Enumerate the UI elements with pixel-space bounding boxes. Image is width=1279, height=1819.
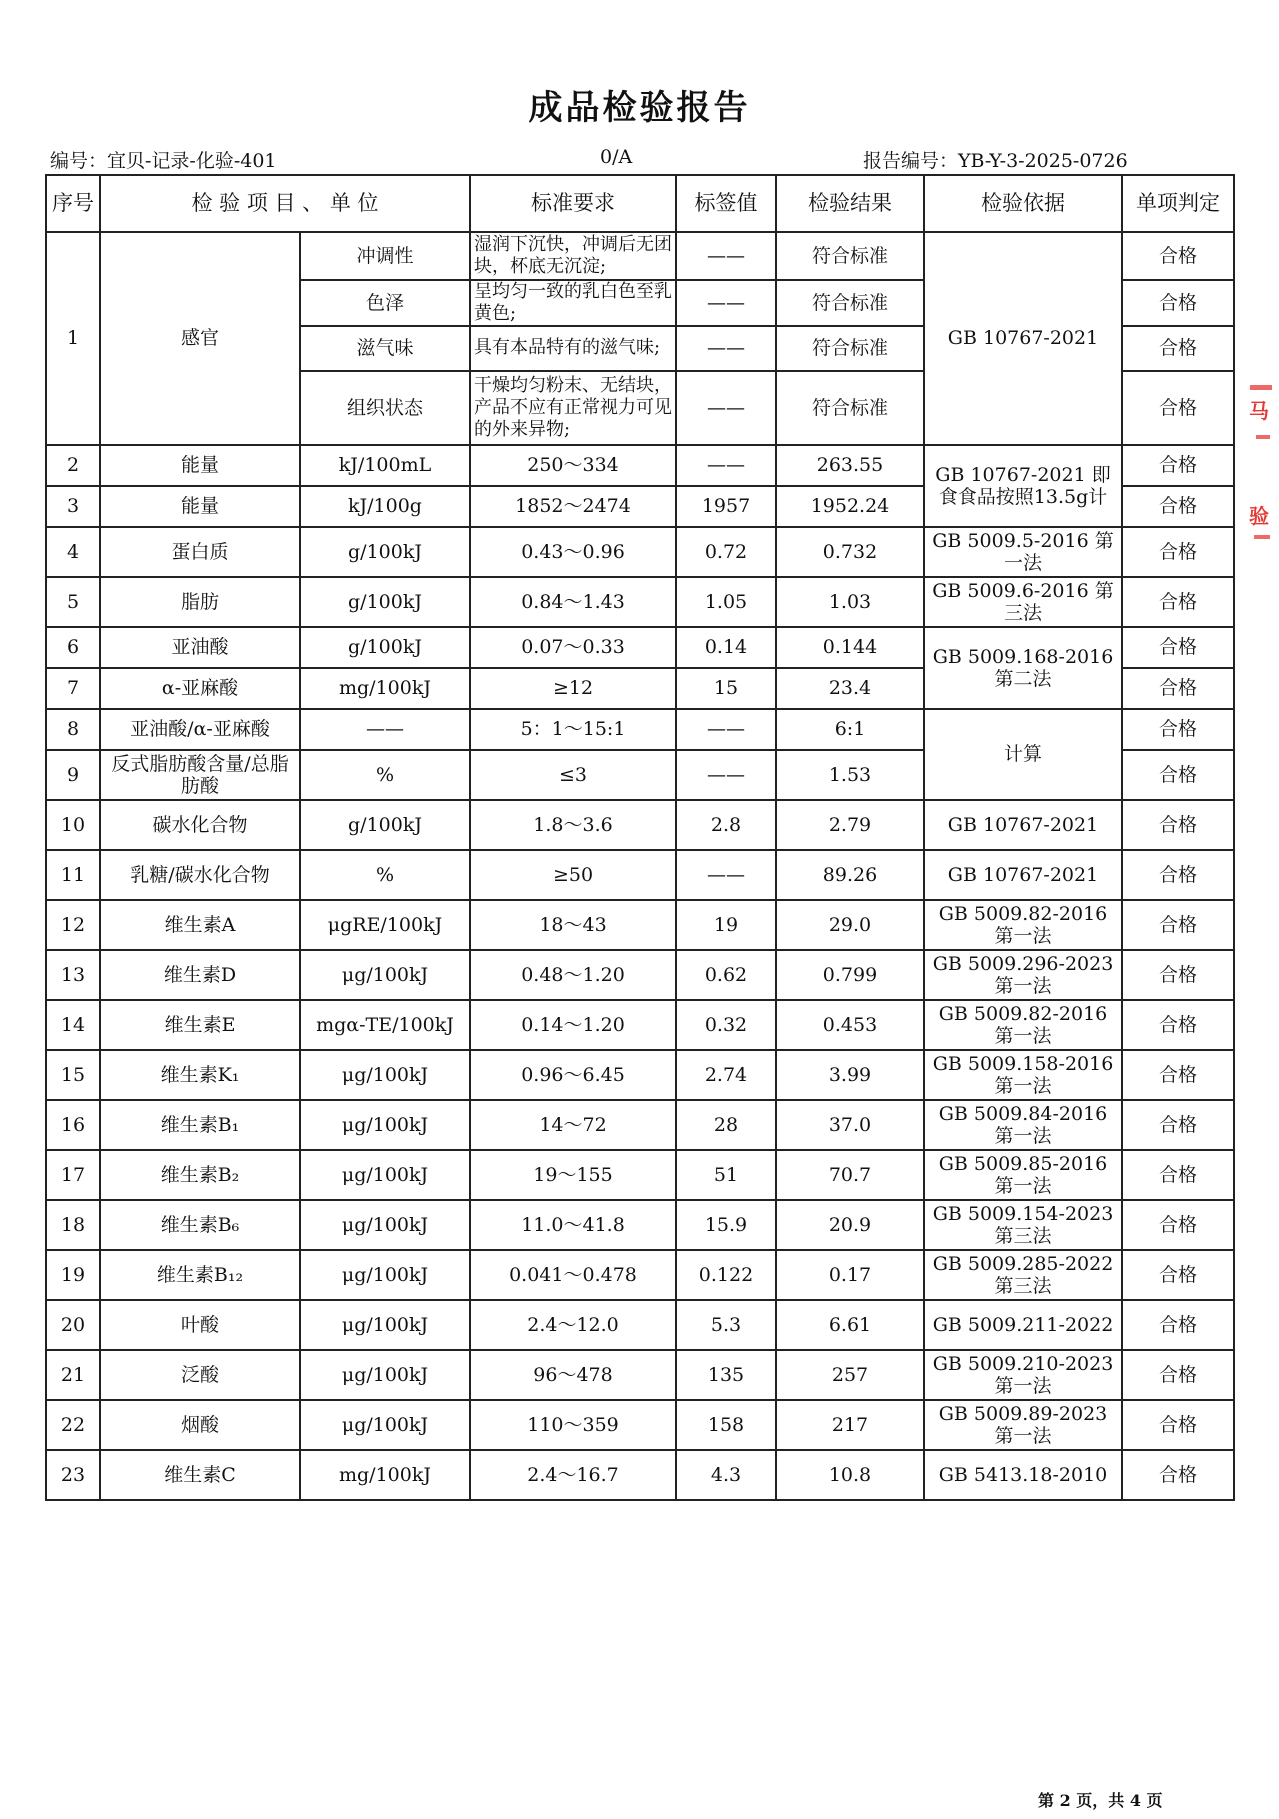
- row-number: 9: [46, 750, 100, 800]
- test-result: 1.03: [776, 577, 924, 627]
- table-row: [46, 950, 1234, 1000]
- table-row: [46, 900, 1234, 950]
- table-row: [46, 232, 1234, 280]
- row-number: 3: [46, 486, 100, 527]
- standard-requirement: 0.43～0.96: [470, 527, 676, 577]
- test-basis: GB 5009.296-2023 第一法: [924, 950, 1122, 1000]
- item-name: 维生素B₂: [100, 1150, 300, 1200]
- unit: μg/100kJ: [300, 1350, 470, 1400]
- test-basis: GB 5009.211-2022: [924, 1300, 1122, 1350]
- row-number: 11: [46, 850, 100, 900]
- table-body: [46, 232, 1234, 1500]
- standard-requirement: 19～155: [470, 1150, 676, 1200]
- table-row: [46, 577, 1234, 627]
- item-name: 维生素A: [100, 900, 300, 950]
- item-name: 维生素E: [100, 1000, 300, 1050]
- test-result: 23.4: [776, 668, 924, 709]
- unit: g/100kJ: [300, 527, 470, 577]
- verdict: 合格: [1122, 1250, 1234, 1300]
- test-result: 20.9: [776, 1200, 924, 1250]
- unit: g/100kJ: [300, 800, 470, 850]
- test-basis: GB 10767-2021: [924, 850, 1122, 900]
- report-number: 报告编号：YB-Y-3-2025-0726: [863, 150, 1128, 172]
- unit: μg/100kJ: [300, 1250, 470, 1300]
- test-basis: GB 5009.82-2016 第一法: [924, 1000, 1122, 1050]
- test-basis: GB 5413.18-2010: [924, 1450, 1122, 1500]
- item-name: 维生素B₁₂: [100, 1250, 300, 1300]
- test-basis: GB 5009.5-2016 第一法: [924, 527, 1122, 577]
- row-number: 16: [46, 1100, 100, 1150]
- unit: μg/100kJ: [300, 950, 470, 1000]
- unit: g/100kJ: [300, 577, 470, 627]
- table-row: [46, 1000, 1234, 1050]
- row-number: 10: [46, 800, 100, 850]
- verdict: 合格: [1122, 577, 1234, 627]
- test-result: 3.99: [776, 1050, 924, 1100]
- verdict: 合格: [1122, 750, 1234, 800]
- table-row: [46, 709, 1234, 750]
- label-value: 4.3: [676, 1450, 776, 1500]
- sub-item-name: 滋气味: [300, 326, 470, 371]
- table-row: [46, 800, 1234, 850]
- table-row: [46, 850, 1234, 900]
- item-name: 碳水化合物: [100, 800, 300, 850]
- row-number: 19: [46, 1250, 100, 1300]
- label-value: 19: [676, 900, 776, 950]
- label-value: 0.32: [676, 1000, 776, 1050]
- standard-requirement: 0.48～1.20: [470, 950, 676, 1000]
- row-number: 6: [46, 627, 100, 668]
- item-name: α-亚麻酸: [100, 668, 300, 709]
- row-number: 13: [46, 950, 100, 1000]
- test-result: 1.53: [776, 750, 924, 800]
- col-header-requirement: 标准要求: [470, 175, 676, 232]
- verdict: 合格: [1122, 850, 1234, 900]
- test-result: 符合标准: [776, 232, 924, 280]
- item-name: 叶酸: [100, 1300, 300, 1350]
- verdict: 合格: [1122, 1300, 1234, 1350]
- item-name: 烟酸: [100, 1400, 300, 1450]
- standard-requirement: 2.4～12.0: [470, 1300, 676, 1350]
- label-value: 0.14: [676, 627, 776, 668]
- test-basis: GB 10767-2021: [924, 800, 1122, 850]
- unit: μgRE/100kJ: [300, 900, 470, 950]
- test-result: 29.0: [776, 900, 924, 950]
- verdict: 合格: [1122, 800, 1234, 850]
- standard-requirement: 0.14～1.20: [470, 1000, 676, 1050]
- unit: %: [300, 850, 470, 900]
- test-basis: GB 5009.6-2016 第三法: [924, 577, 1122, 627]
- verdict: 合格: [1122, 326, 1234, 371]
- item-name: 感官: [100, 232, 300, 445]
- test-basis: 计算: [924, 709, 1122, 800]
- standard-requirement: 具有本品特有的滋气味;: [470, 326, 676, 371]
- test-result: 1952.24: [776, 486, 924, 527]
- test-result: 0.732: [776, 527, 924, 577]
- test-result: 2.79: [776, 800, 924, 850]
- row-number: 1: [46, 232, 100, 445]
- label-value: 28: [676, 1100, 776, 1150]
- unit: mgα-TE/100kJ: [300, 1000, 470, 1050]
- table-row: [46, 1150, 1234, 1200]
- row-number: 7: [46, 668, 100, 709]
- test-result: 37.0: [776, 1100, 924, 1150]
- label-value: 51: [676, 1150, 776, 1200]
- test-basis: GB 5009.158-2016 第一法: [924, 1050, 1122, 1100]
- col-header-verdict: 单项判定: [1122, 175, 1234, 232]
- item-name: 亚油酸: [100, 627, 300, 668]
- page-number: 第 2 页，共 4 页: [1038, 1791, 1163, 1810]
- verdict: 合格: [1122, 1000, 1234, 1050]
- table-row: [46, 1050, 1234, 1100]
- label-value: ——: [676, 850, 776, 900]
- label-value: ——: [676, 445, 776, 486]
- row-number: 18: [46, 1200, 100, 1250]
- item-name: 泛酸: [100, 1350, 300, 1400]
- test-result: 217: [776, 1400, 924, 1450]
- test-result: 263.55: [776, 445, 924, 486]
- test-result: 符合标准: [776, 280, 924, 326]
- test-basis: GB 5009.168-2016 第二法: [924, 627, 1122, 709]
- test-basis: GB 5009.154-2023 第三法: [924, 1200, 1122, 1250]
- row-number: 21: [46, 1350, 100, 1400]
- verdict: 合格: [1122, 1400, 1234, 1450]
- unit: kJ/100g: [300, 486, 470, 527]
- item-name: 维生素D: [100, 950, 300, 1000]
- test-result: 6.61: [776, 1300, 924, 1350]
- header-row: [46, 175, 1234, 232]
- label-value: 15.9: [676, 1200, 776, 1250]
- standard-requirement: 湿润下沉快，冲调后无团块，杯底无沉淀;: [470, 232, 676, 280]
- table-row: [46, 1300, 1234, 1350]
- verdict: 合格: [1122, 371, 1234, 445]
- row-number: 8: [46, 709, 100, 750]
- table-row: [46, 1250, 1234, 1300]
- standard-requirement: 呈均匀一致的乳白色至乳黄色;: [470, 280, 676, 326]
- unit: mg/100kJ: [300, 1450, 470, 1500]
- label-value: 135: [676, 1350, 776, 1400]
- report-title: 成品检验报告: [528, 88, 751, 128]
- verdict: 合格: [1122, 1350, 1234, 1400]
- test-result: 89.26: [776, 850, 924, 900]
- unit: mg/100kJ: [300, 668, 470, 709]
- test-basis: GB 5009.210-2023 第一法: [924, 1350, 1122, 1400]
- test-result: 0.799: [776, 950, 924, 1000]
- test-basis: GB 5009.89-2023 第一法: [924, 1400, 1122, 1450]
- standard-requirement: 0.96～6.45: [470, 1050, 676, 1100]
- item-name: 亚油酸/α-亚麻酸: [100, 709, 300, 750]
- standard-requirement: 96～478: [470, 1350, 676, 1400]
- unit: ——: [300, 709, 470, 750]
- verdict: 合格: [1122, 232, 1234, 280]
- label-value: ——: [676, 709, 776, 750]
- test-result: 257: [776, 1350, 924, 1400]
- test-result: 0.144: [776, 627, 924, 668]
- label-value: 1957: [676, 486, 776, 527]
- test-basis: GB 5009.85-2016 第一法: [924, 1150, 1122, 1200]
- item-name: 维生素B₆: [100, 1200, 300, 1250]
- verdict: 合格: [1122, 1450, 1234, 1500]
- test-result: 6:1: [776, 709, 924, 750]
- item-name: 反式脂肪酸含量/总脂肪酸: [100, 750, 300, 800]
- unit: μg/100kJ: [300, 1050, 470, 1100]
- label-value: 2.8: [676, 800, 776, 850]
- test-result: 10.8: [776, 1450, 924, 1500]
- standard-requirement: 1852～2474: [470, 486, 676, 527]
- table-row: [46, 1100, 1234, 1150]
- standard-requirement: ≥50: [470, 850, 676, 900]
- table-row: [46, 1200, 1234, 1250]
- row-number: 20: [46, 1300, 100, 1350]
- item-name: 能量: [100, 486, 300, 527]
- table-row: [46, 527, 1234, 577]
- sub-item-name: 组织状态: [300, 371, 470, 445]
- verdict: 合格: [1122, 280, 1234, 326]
- standard-requirement: 1.8～3.6: [470, 800, 676, 850]
- verdict: 合格: [1122, 627, 1234, 668]
- verdict: 合格: [1122, 900, 1234, 950]
- standard-requirement: 110～359: [470, 1400, 676, 1450]
- label-value: 0.72: [676, 527, 776, 577]
- item-name: 维生素K₁: [100, 1050, 300, 1100]
- sub-item-name: 色泽: [300, 280, 470, 326]
- label-value: 0.122: [676, 1250, 776, 1300]
- row-number: 14: [46, 1000, 100, 1050]
- test-basis: GB 10767-2021 即食食品按照13.5g计: [924, 445, 1122, 527]
- verdict: 合格: [1122, 1150, 1234, 1200]
- standard-requirement: 0.041～0.478: [470, 1250, 676, 1300]
- verdict: 合格: [1122, 668, 1234, 709]
- test-basis: GB 5009.84-2016 第一法: [924, 1100, 1122, 1150]
- row-number: 2: [46, 445, 100, 486]
- row-number: 12: [46, 900, 100, 950]
- table-row: [46, 445, 1234, 486]
- row-number: 22: [46, 1400, 100, 1450]
- table-row: [46, 1350, 1234, 1400]
- label-value: ——: [676, 232, 776, 280]
- verdict: 合格: [1122, 950, 1234, 1000]
- unit: kJ/100mL: [300, 445, 470, 486]
- label-value: ——: [676, 326, 776, 371]
- item-name: 乳糖/碳水化合物: [100, 850, 300, 900]
- standard-requirement: 250～334: [470, 445, 676, 486]
- test-result: 0.17: [776, 1250, 924, 1300]
- test-result: 符合标准: [776, 326, 924, 371]
- unit: μg/100kJ: [300, 1100, 470, 1150]
- unit: μg/100kJ: [300, 1400, 470, 1450]
- row-number: 23: [46, 1450, 100, 1500]
- standard-requirement: 5：1～15:1: [470, 709, 676, 750]
- item-name: 脂肪: [100, 577, 300, 627]
- item-name: 蛋白质: [100, 527, 300, 577]
- col-header-label-value: 标签值: [676, 175, 776, 232]
- standard-requirement: 2.4～16.7: [470, 1450, 676, 1500]
- sub-item-name: 冲调性: [300, 232, 470, 280]
- unit: μg/100kJ: [300, 1200, 470, 1250]
- inspection-table: [45, 174, 1235, 1501]
- unit: μg/100kJ: [300, 1150, 470, 1200]
- item-name: 能量: [100, 445, 300, 486]
- verdict: 合格: [1122, 1200, 1234, 1250]
- col-header-item: 检 验 项 目 、 单 位: [100, 175, 470, 232]
- label-value: 2.74: [676, 1050, 776, 1100]
- standard-requirement: ≥12: [470, 668, 676, 709]
- test-basis: GB 5009.82-2016 第一法: [924, 900, 1122, 950]
- verdict: 合格: [1122, 1100, 1234, 1150]
- version-number: 0/A: [600, 146, 633, 168]
- standard-requirement: 11.0～41.8: [470, 1200, 676, 1250]
- test-result: 0.453: [776, 1000, 924, 1050]
- col-header-basis: 检验依据: [924, 175, 1122, 232]
- label-value: 1.05: [676, 577, 776, 627]
- record-number: 编号：宜贝-记录-化验-401: [50, 150, 277, 172]
- item-name: 维生素C: [100, 1450, 300, 1500]
- test-basis: GB 10767-2021: [924, 232, 1122, 445]
- red-seal-fragment: 马 验: [1248, 385, 1272, 575]
- label-value: ——: [676, 750, 776, 800]
- label-value: ——: [676, 371, 776, 445]
- test-result: 符合标准: [776, 371, 924, 445]
- label-value: ——: [676, 280, 776, 326]
- col-header-no: 序号: [46, 175, 100, 232]
- standard-requirement: 干燥均匀粉末、无结块，产品不应有正常视力可见的外来异物;: [470, 371, 676, 445]
- unit: %: [300, 750, 470, 800]
- test-result: 70.7: [776, 1150, 924, 1200]
- unit: g/100kJ: [300, 627, 470, 668]
- table-row: [46, 627, 1234, 668]
- verdict: 合格: [1122, 445, 1234, 486]
- verdict: 合格: [1122, 527, 1234, 577]
- col-header-result: 检验结果: [776, 175, 924, 232]
- row-number: 15: [46, 1050, 100, 1100]
- table-row: [46, 1400, 1234, 1450]
- item-name: 维生素B₁: [100, 1100, 300, 1150]
- standard-requirement: ≤3: [470, 750, 676, 800]
- label-value: 5.3: [676, 1300, 776, 1350]
- unit: μg/100kJ: [300, 1300, 470, 1350]
- label-value: 15: [676, 668, 776, 709]
- verdict: 合格: [1122, 1050, 1234, 1100]
- row-number: 5: [46, 577, 100, 627]
- label-value: 158: [676, 1400, 776, 1450]
- verdict: 合格: [1122, 486, 1234, 527]
- row-number: 4: [46, 527, 100, 577]
- standard-requirement: 0.84～1.43: [470, 577, 676, 627]
- row-number: 17: [46, 1150, 100, 1200]
- verdict: 合格: [1122, 709, 1234, 750]
- standard-requirement: 14～72: [470, 1100, 676, 1150]
- table-row: [46, 1450, 1234, 1500]
- standard-requirement: 18～43: [470, 900, 676, 950]
- label-value: 0.62: [676, 950, 776, 1000]
- standard-requirement: 0.07～0.33: [470, 627, 676, 668]
- test-basis: GB 5009.285-2022 第三法: [924, 1250, 1122, 1300]
